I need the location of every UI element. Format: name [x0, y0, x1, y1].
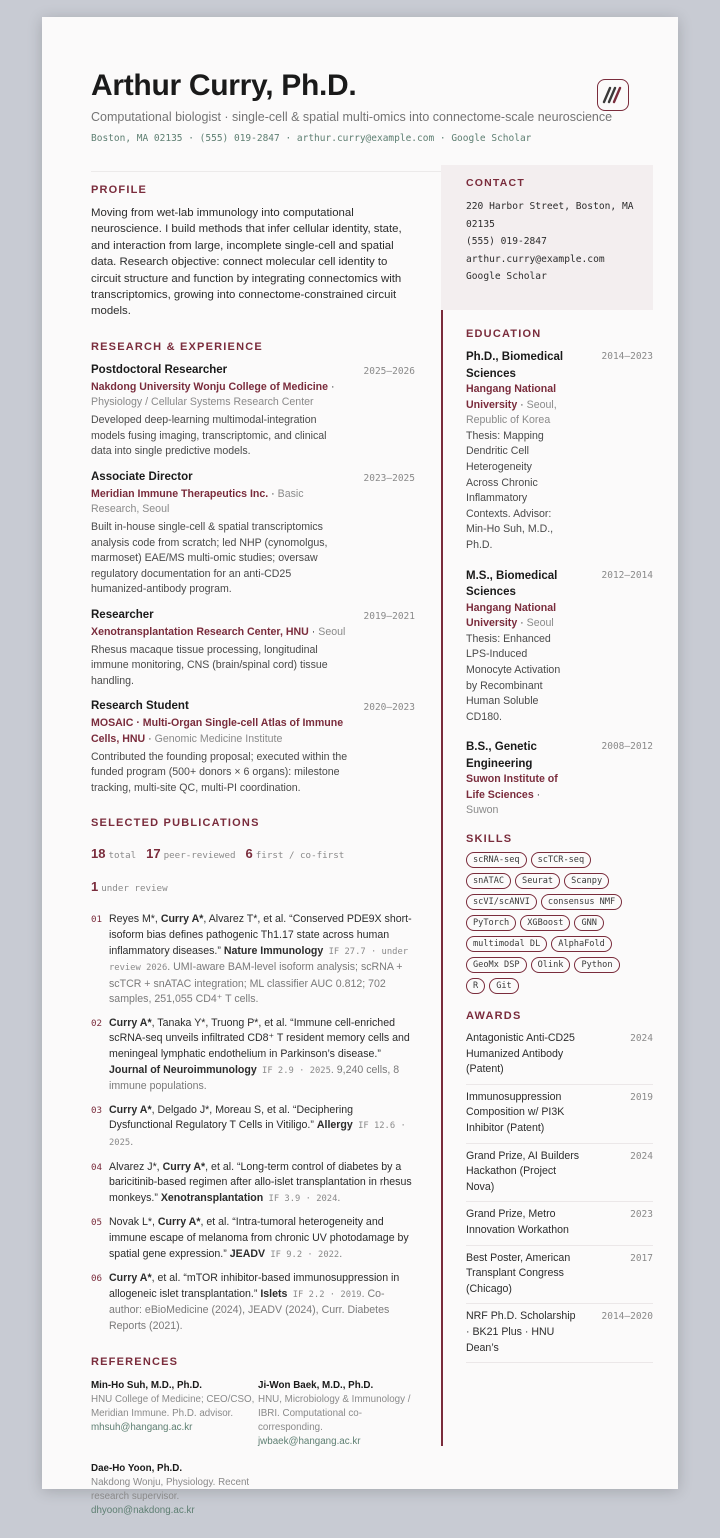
- job-description: Rhesus macaque tissue processing, longitudinal immune monitoring, CNS (brain/spinal cord) tissue handling.: [91, 643, 328, 687]
- experience-item: [91, 609, 415, 689]
- job-title: Researcher: [91, 608, 154, 621]
- education-item: [466, 739, 653, 819]
- award-year: 2023: [630, 1209, 653, 1221]
- education-date: 2014–2023: [601, 351, 653, 362]
- institution: Suwon Institute of Life Sciences · Suwon: [466, 773, 558, 817]
- award-year: 2024: [630, 1033, 653, 1045]
- reference-email[interactable]: mhsuh@hangang.ac.kr: [91, 1422, 193, 1434]
- skill-chip: Git: [489, 978, 519, 994]
- award-name: Antagonistic Anti-CD25 Humanized Antibody (Patent): [466, 1032, 575, 1076]
- publication-note: . UMI-aware BAM-level isoform analysis; scRNA + scTCR + snATAC integration; ML classifier AUC 0.812; 702 samples, 251,055 CD4⁺ T cells.: [109, 961, 403, 1006]
- reference-name: Ji-Won Baek, M.D., Ph.D.: [258, 1379, 374, 1391]
- publication-note: .: [339, 1247, 343, 1260]
- author-self: Curry A*: [109, 1272, 152, 1285]
- stat-label: first / co-first: [255, 850, 345, 862]
- job-date: 2020–2023: [363, 702, 415, 714]
- author-self: Curry A*: [162, 1160, 206, 1173]
- awards-heading: AWARDS: [466, 1010, 522, 1023]
- publication-meta: IF 2.2 · 2019: [287, 1289, 362, 1300]
- education-list: [466, 349, 653, 819]
- award-item: [466, 1304, 653, 1363]
- authors-before: Alvarez J*,: [109, 1160, 163, 1173]
- org-unit: Basic Research, Seoul: [91, 487, 304, 516]
- contact-box: [441, 165, 653, 310]
- award-item: [466, 1246, 653, 1305]
- skills-heading: SKILLS: [466, 833, 513, 846]
- reference-desc: HNU College of Medicine; CEO/CSO, Meridian Immune. Ph.D. advisor.: [91, 1393, 255, 1419]
- publication-title: , et al. “mTOR inhibitor-based immunosuppression in allogeneic islet transplantation.”: [109, 1272, 400, 1300]
- journal-name: JEADV: [229, 1247, 266, 1260]
- award-list: [466, 1026, 653, 1363]
- reference-email[interactable]: jwbaek@hangang.ac.kr: [258, 1436, 361, 1448]
- award-year: 2024: [630, 1150, 653, 1162]
- author-self: Curry A*: [109, 1103, 152, 1116]
- skill-chip: scVI/scANVI: [466, 894, 537, 910]
- experience-item: [91, 364, 415, 460]
- stat-label: total: [108, 850, 137, 862]
- skill-chip: scTCR-seq: [531, 852, 592, 868]
- publication-number: 06: [91, 1273, 103, 1285]
- publication-number: 01: [91, 914, 103, 926]
- award-name: Grand Prize, Metro Innovation Workathon: [466, 1208, 569, 1236]
- contact-line: 220 Harbor Street, Boston, MA 02135: [466, 201, 634, 230]
- publication-meta: IF 27.7 · under review 2026: [109, 946, 409, 974]
- award-name: Immunosuppression Composition w/ PI3K Inhibitor (Patent): [466, 1090, 565, 1135]
- reference-name: Min-Ho Suh, M.D., Ph.D.: [91, 1379, 203, 1391]
- profile-text: Moving from wet-lab immunology into computational neuroscience. I build methods that infer cellular identity, state, and interaction from large, incomplete single-cell and spatial data. Research objective: connect molecular cell identity to circuit structure and function by integrating connectomics with transcriptomics, growing into connectome-constrained circuit models.: [91, 207, 402, 318]
- job-title: Research Student: [91, 700, 189, 713]
- skill-chip: AlphaFold: [551, 936, 612, 952]
- publication-item: [91, 1103, 415, 1152]
- skill-chip: GNN: [574, 915, 604, 931]
- degree-name: Ph.D., Biomedical Sciences: [466, 351, 564, 380]
- org-name: Nakdong University Wonju College of Medicine: [91, 380, 329, 393]
- job-organization: Nakdong University Wonju College of Medicine · Physiology / Cellular Systems Research Center: [91, 380, 335, 409]
- authors-before: Novak L*,: [109, 1216, 158, 1229]
- degree-name: B.S., Genetic Engineering: [466, 741, 537, 770]
- stat-value: 17: [146, 846, 161, 862]
- publication-title: , Delgado J*, Moreau S, et al. “Deciphering Dysfunctional Regulatory T Cells in Vitiligo.”: [109, 1103, 353, 1132]
- publication-meta: IF 3.9 · 2024: [263, 1193, 338, 1204]
- publication-note: . 9,240 cells, 8 immune populations.: [109, 1063, 400, 1093]
- stat-label: under review: [101, 883, 168, 895]
- publication-item: [91, 912, 415, 1008]
- institution-location: Suwon: [466, 804, 499, 817]
- publication-item: [91, 1016, 415, 1095]
- publication-note: . Co-author: eBioMedicine (2024), JEADV (2024), Curr. Diabetes Reports (2021).: [109, 1287, 390, 1332]
- main-column: [91, 184, 415, 1518]
- journal-name: Islets: [260, 1287, 288, 1300]
- institution-location: Seoul: [526, 617, 554, 630]
- award-year: 2014–2020: [601, 1311, 653, 1323]
- publication-number: 02: [91, 1017, 103, 1029]
- resume-page: [42, 17, 678, 1517]
- award-item: [466, 1026, 653, 1085]
- award-item: [466, 1144, 653, 1203]
- reference-item: [91, 1379, 258, 1450]
- education-date: 2012–2014: [601, 569, 653, 581]
- publication-number: 05: [91, 1217, 103, 1229]
- reference-desc: HNU, Microbiology & Immunology / IBRI. Computational co-corresponding.: [258, 1393, 411, 1434]
- institution: Hangang National University · Seoul: [466, 601, 557, 630]
- skill-chip: R: [466, 978, 485, 994]
- publication-title: , et al. “Intra-tumoral heterogeneity and immune escape of melanoma from chronic UV photodamage by spatial gene expression.”: [109, 1216, 409, 1260]
- org-unit: Genomic Medicine Institute: [154, 732, 283, 745]
- award-item: [466, 1202, 653, 1245]
- job-description: Built in-house single-cell & spatial transcriptomics analysis code from scratch; led NHP (cynomolgus, marmoset) EAE/MS multi-omic studies; oversaw regulatory documentation for an anti-CD25 humanized-antibody program.: [91, 521, 328, 596]
- skill-chip: XGBoost: [520, 915, 570, 931]
- publications-heading: SELECTED PUBLICATIONS: [91, 817, 260, 830]
- skill-chip: Olink: [531, 957, 571, 973]
- stat-value: 18: [91, 846, 106, 862]
- education-section: [441, 328, 653, 819]
- experience-heading: RESEARCH & EXPERIENCE: [91, 340, 263, 353]
- job-date: 2019–2021: [363, 610, 415, 622]
- reference-item: [258, 1379, 418, 1450]
- publication-note: .: [337, 1191, 341, 1204]
- journal-name: Nature Immunology: [223, 944, 324, 957]
- skill-chip: snATAC: [466, 873, 511, 889]
- education-item: [466, 568, 653, 726]
- slash-lines-logo-icon: [597, 79, 629, 111]
- publication-title: , Alvarez T*, et al. “Conserved PDE9X short-isoform bias defines pathogenic Th1.17 state across human inflammatory diseases.”: [109, 913, 412, 957]
- resume-header: [91, 69, 629, 144]
- skill-list: [466, 852, 636, 994]
- publication-meta: IF 9.2 · 2022: [265, 1249, 340, 1260]
- skill-chip: multimodal DL: [466, 936, 547, 952]
- education-heading: EDUCATION: [466, 328, 542, 340]
- job-title: Postdoctoral Researcher: [91, 363, 228, 376]
- reference-name: Dae-Ho Yoon, Ph.D.: [91, 1462, 183, 1474]
- reference-list: [91, 1379, 415, 1519]
- skill-chip: scRNA-seq: [466, 852, 527, 868]
- job-organization: MOSAIC · Multi-Organ Single-cell Atlas of Immune Cells, HNU · Genomic Medicine Institute: [91, 717, 344, 745]
- publication-meta: IF 2.9 · 2025: [256, 1065, 331, 1076]
- skills-section: [441, 833, 653, 994]
- job-description: Developed deep-learning multimodal-integration models fusing imaging, transcriptomic, and clinical data into single predictive models.: [91, 414, 327, 458]
- sidebar-column: [441, 165, 653, 1363]
- contact-line[interactable]: arthur.curry@example.com: [466, 253, 605, 265]
- skill-chip: consensus NMF: [541, 894, 622, 910]
- contact-heading: CONTACT: [466, 177, 525, 189]
- org-unit: Physiology / Cellular Systems Research Center: [91, 396, 314, 409]
- reference-email[interactable]: dhyoon@nakdong.ac.kr: [91, 1505, 195, 1517]
- skill-chip: GeoMx DSP: [466, 957, 527, 973]
- institution-name: Hangang National University: [466, 601, 557, 630]
- education-date: 2008–2012: [601, 741, 653, 753]
- org-name: Xenotransplantation Research Center, HNU: [91, 625, 309, 638]
- authors-before: Reyes M*,: [109, 913, 161, 926]
- journal-name: Xenotransplantation: [160, 1191, 264, 1204]
- contact-lines: [466, 198, 653, 286]
- skill-chip: Scanpy: [564, 873, 609, 889]
- publication-item: [91, 1160, 415, 1208]
- experience-item: [91, 471, 415, 598]
- publication-stats: [91, 838, 415, 904]
- education-item: [466, 349, 653, 554]
- org-name: Meridian Immune Therapeutics Inc.: [91, 487, 269, 500]
- experience-item: [91, 700, 415, 796]
- institution: Hangang National University · Seoul, Republic of Korea: [466, 383, 557, 427]
- job-organization: Meridian Immune Therapeutics Inc. · Basic Research, Seoul: [91, 487, 304, 516]
- institution-name: Suwon Institute of Life Sciences: [466, 773, 558, 801]
- stat-value: 6: [245, 846, 253, 862]
- stat-label: peer-reviewed: [163, 850, 236, 862]
- author-self: Curry A*: [109, 1016, 152, 1029]
- publication-number: 03: [91, 1104, 103, 1116]
- contact-line[interactable]: Google Scholar: [466, 271, 547, 283]
- job-description: Contributed the founding proposal; executed within the funded program (500+ donors × 6 organs): milestone tracking, multi-site QC, multi-PI coordination.: [91, 750, 348, 794]
- award-year: 2019: [630, 1091, 653, 1103]
- publication-item: [91, 1271, 415, 1334]
- award-item: [466, 1085, 653, 1144]
- institution-name: Hangang National University: [466, 383, 557, 411]
- profile-heading: PROFILE: [91, 184, 148, 196]
- award-name: Best Poster, American Transplant Congress (Chicago): [466, 1251, 571, 1295]
- publication-note: .: [130, 1136, 134, 1149]
- author-self: Curry A*: [157, 1216, 201, 1229]
- journal-name: Allergy: [316, 1119, 353, 1132]
- publication-list: [91, 912, 415, 1334]
- thesis-text: Thesis: Mapping Dendritic Cell Heterogeneity Across Chronic Inflammatory Contexts. Advisor: Min-Ho Suh, M.D., Ph.D.: [466, 429, 554, 551]
- institution-location: Seoul, Republic of Korea: [466, 398, 557, 427]
- awards-section: [441, 1010, 653, 1363]
- candidate-name: Arthur Curry, Ph.D.: [91, 69, 357, 102]
- thesis-text: Thesis: Enhanced LPS-Induced Monocyte Activation by Recombinant Human Soluble CD180.: [466, 632, 561, 723]
- skill-chip: Seurat: [515, 873, 560, 889]
- tagline: Computational biologist · single-cell & spatial multi-omics into connectome-scale neuroscience: [91, 110, 613, 124]
- award-name: NRF Ph.D. Scholarship · BK21 Plus · HNU Dean’s: [466, 1310, 576, 1354]
- org-unit: Seoul: [318, 625, 346, 638]
- publication-meta: IF 12.6 · 2025: [109, 1121, 406, 1149]
- job-date: 2023–2025: [363, 472, 415, 484]
- award-year: 2017: [630, 1252, 653, 1264]
- publication-number: 04: [91, 1161, 103, 1173]
- references-heading: REFERENCES: [91, 1355, 179, 1368]
- job-organization: Xenotransplantation Research Center, HNU · Seoul: [91, 625, 346, 638]
- author-self: Curry A*: [160, 913, 204, 926]
- org-name: MOSAIC · Multi-Organ Single-cell Atlas of Immune Cells, HNU: [91, 717, 344, 745]
- publication-item: [91, 1215, 415, 1263]
- award-name: Grand Prize, AI Builders Hackathon (Project Nova): [466, 1149, 580, 1193]
- skill-chip: PyTorch: [466, 915, 516, 931]
- publication-title: , et al. “Long-term control of diabetes by a baricitinib-based regimen after allo-islet transplantation in rhesus monkeys.”: [109, 1160, 412, 1204]
- experience-list: [91, 364, 415, 796]
- publication-title: , Tanaka Y*, Truong P*, et al. “Immune cell-enriched scRNA-seq unveils infiltrated CD8⁺ T resident memory cells and meningeal lymphatic endothelium in Parkinson’s disease.”: [109, 1016, 410, 1061]
- job-title: Associate Director: [91, 470, 193, 483]
- journal-name: Journal of Neuroimmunology: [109, 1063, 257, 1076]
- header-contact-line: Boston, MA 02135 · (555) 019-2847 · arthur.curry@example.com · Google Scholar: [91, 133, 532, 144]
- degree-name: M.S., Biomedical Sciences: [466, 569, 558, 599]
- job-date: 2025–2026: [363, 365, 415, 377]
- reference-item: [91, 1462, 258, 1519]
- stat-value: 1: [91, 879, 99, 895]
- contact-line[interactable]: (555) 019-2847: [466, 236, 547, 248]
- skill-chip: Python: [574, 957, 619, 973]
- reference-desc: Nakdong Wonju, Physiology. Recent research supervisor.: [91, 1476, 250, 1502]
